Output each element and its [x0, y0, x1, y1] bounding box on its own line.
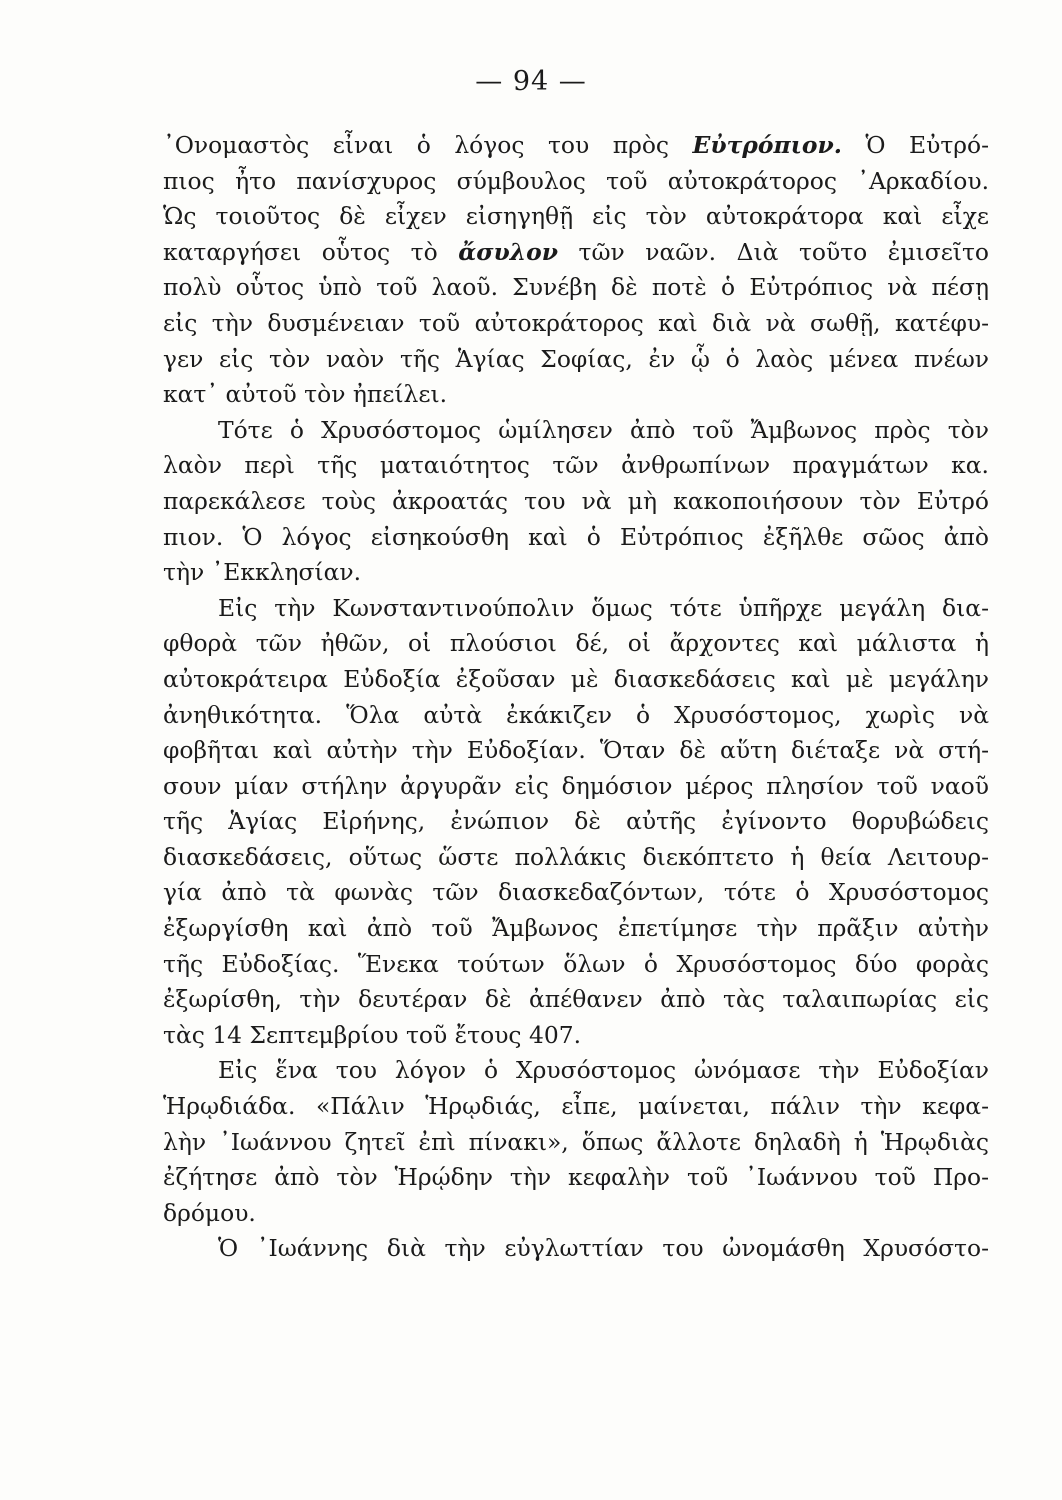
text-line [163, 128, 989, 164]
text-line: αὐτοκράτειρα Εὐδοξία ἐξοῦσαν μὲ διασκεδάσεις καὶ μὲ μεγάλην [163, 664, 989, 693]
text-run: τῶν ναῶν. Διὰ τοῦτο ἐμισεῖτο [557, 237, 989, 266]
emphasized-name: Εὐτρόπιον. [692, 131, 842, 159]
text-line: τὴν ᾿Εκκλησίαν. [163, 558, 362, 587]
text-line: τὰς 14 Σεπτεμβρίου τοῦ ἔτους 407. [163, 1020, 582, 1049]
paragraph-start-line: Εἰς τὴν Κωνσταντινούπολιν ὅμως τότε ὑπῆρχε μεγάλη δια- [218, 593, 989, 622]
text-line: κατ᾿ αὐτοῦ τὸν ἠπείλει. [163, 380, 448, 409]
text-line: διασκεδάσεις, οὕτως ὥστε πολλάκις διεκόπτετο ἡ θεία Λειτουρ- [163, 842, 989, 871]
text-line: Ὡς τοιοῦτος δὲ εἶχεν εἰσηγηθῇ εἰς τὸν αὐτοκράτορα καὶ εἶχε [163, 202, 989, 231]
text-line: ἐξωργίσθη καὶ ἀπὸ τοῦ Ἄμβωνος ἐπετίμησε τὴν πρᾶξιν αὐτὴν [163, 914, 989, 943]
paragraph-start-line: Εἰς ἕνα του λόγον ὁ Χρυσόστομος ὠνόμασε τὴν Εὐδοξίαν [218, 1056, 989, 1085]
text-line: πιον. Ὁ λόγος εἰσηκούσθη καὶ ὁ Εὐτρόπιος ἐξῆλθε σῶος ἀπὸ [163, 522, 989, 551]
text-line: τῆς Ἁγίας Εἰρήνης, ἐνώπιον δὲ αὐτῆς ἐγίνοντο θορυβώδεις [163, 807, 989, 836]
text-line: γία ἀπὸ τὰ φωνὰς τῶν διασκεδαζόντων, τότε ὁ Χρυσόστομος [163, 878, 989, 907]
text-line: ἐζήτησε ἀπὸ τὸν Ἡρῴδην τὴν κεφαλὴν τοῦ ᾿Ιωάννου τοῦ Προ- [163, 1163, 989, 1192]
text-line: σουν μίαν στήλην ἀργυρᾶν εἰς δημόσιον μέρος πλησίον τοῦ ναοῦ [163, 771, 989, 800]
page-number: — 94 — [475, 66, 587, 97]
text-line: Ἡρῳδιάδα. «Πάλιν Ἡρῳδιάς, εἶπε, μαίνεται, πάλιν τὴν κεφα- [163, 1092, 989, 1121]
text-run: καταργήσει οὗτος τὸ [163, 237, 459, 266]
text-line: πιος ἦτο πανίσχυρος σύμβουλος τοῦ αὐτοκράτορος ᾿Αρκαδίου. [163, 166, 989, 195]
body-text [163, 128, 989, 1267]
text-line: λαὸν περὶ τῆς ματαιότητος τῶν ἀνθρωπίνων πραγμάτων κα. [163, 451, 989, 480]
paragraph-start-line: Τότε ὁ Χρυσόστομος ὡμίλησεν ἀπὸ τοῦ Ἄμβωνος πρὸς τὸν [218, 415, 989, 444]
text-run: ᾿Ονομαστὸς εἶναι ὁ λόγος του πρὸς [163, 131, 693, 159]
text-line: ἐξωρίσθη, τὴν δευτέραν δὲ ἀπέθανεν ἀπὸ τὰς ταλαιπωρίας εἰς [163, 985, 989, 1014]
text-line: λὴν ᾿Ιωάννου ζητεῖ ἐπὶ πίνακι», ὅπως ἄλλοτε δηλαδὴ ἡ Ἡρῳδιὰς [163, 1127, 989, 1156]
text-line: φθορὰ τῶν ἠθῶν, οἱ πλούσιοι δέ, οἱ ἄρχοντες καὶ μάλιστα ἡ [163, 629, 989, 658]
text-line: ἀνηθικότητα. Ὅλα αὐτὰ ἐκάκιζεν ὁ Χρυσόστομος, χωρὶς νὰ [163, 700, 989, 729]
text-line: παρεκάλεσε τοὺς ἀκροατάς του νὰ μὴ κακοποιήσουν τὸν Εὐτρό [163, 486, 989, 515]
text-line [163, 235, 989, 271]
paragraph-start-line: Ὁ ᾿Ιωάννης διὰ τὴν εὐγλωττίαν του ὠνομάσθη Χρυσόστο- [218, 1234, 989, 1263]
emphasized-term: ἄσυλον [458, 237, 558, 266]
text-line: τῆς Εὐδοξίας. Ἕνεκα τούτων ὅλων ὁ Χρυσόστομος δύο φορὰς [163, 949, 989, 978]
text-run: Ὁ Εὐτρό- [841, 131, 989, 159]
text-line: εἰς τὴν δυσμένειαν τοῦ αὐτοκράτορος καὶ διὰ νὰ σωθῇ, κατέφυ- [163, 308, 989, 337]
text-line: γεν εἰς τὸν ναὸν τῆς Ἁγίας Σοφίας, ἐν ᾧ ὁ λαὸς μένεα πνέων [163, 344, 989, 373]
text-line: δρόμου. [163, 1198, 256, 1227]
text-line: φοβῆται καὶ αὐτὴν τὴν Εὐδοξίαν. Ὅταν δὲ αὕτη διέταξε νὰ στή- [163, 736, 989, 765]
text-line: πολὺ οὗτος ὑπὸ τοῦ λαοῦ. Συνέβη δὲ ποτὲ ὁ Εὐτρόπιος νὰ πέσῃ [163, 273, 989, 302]
